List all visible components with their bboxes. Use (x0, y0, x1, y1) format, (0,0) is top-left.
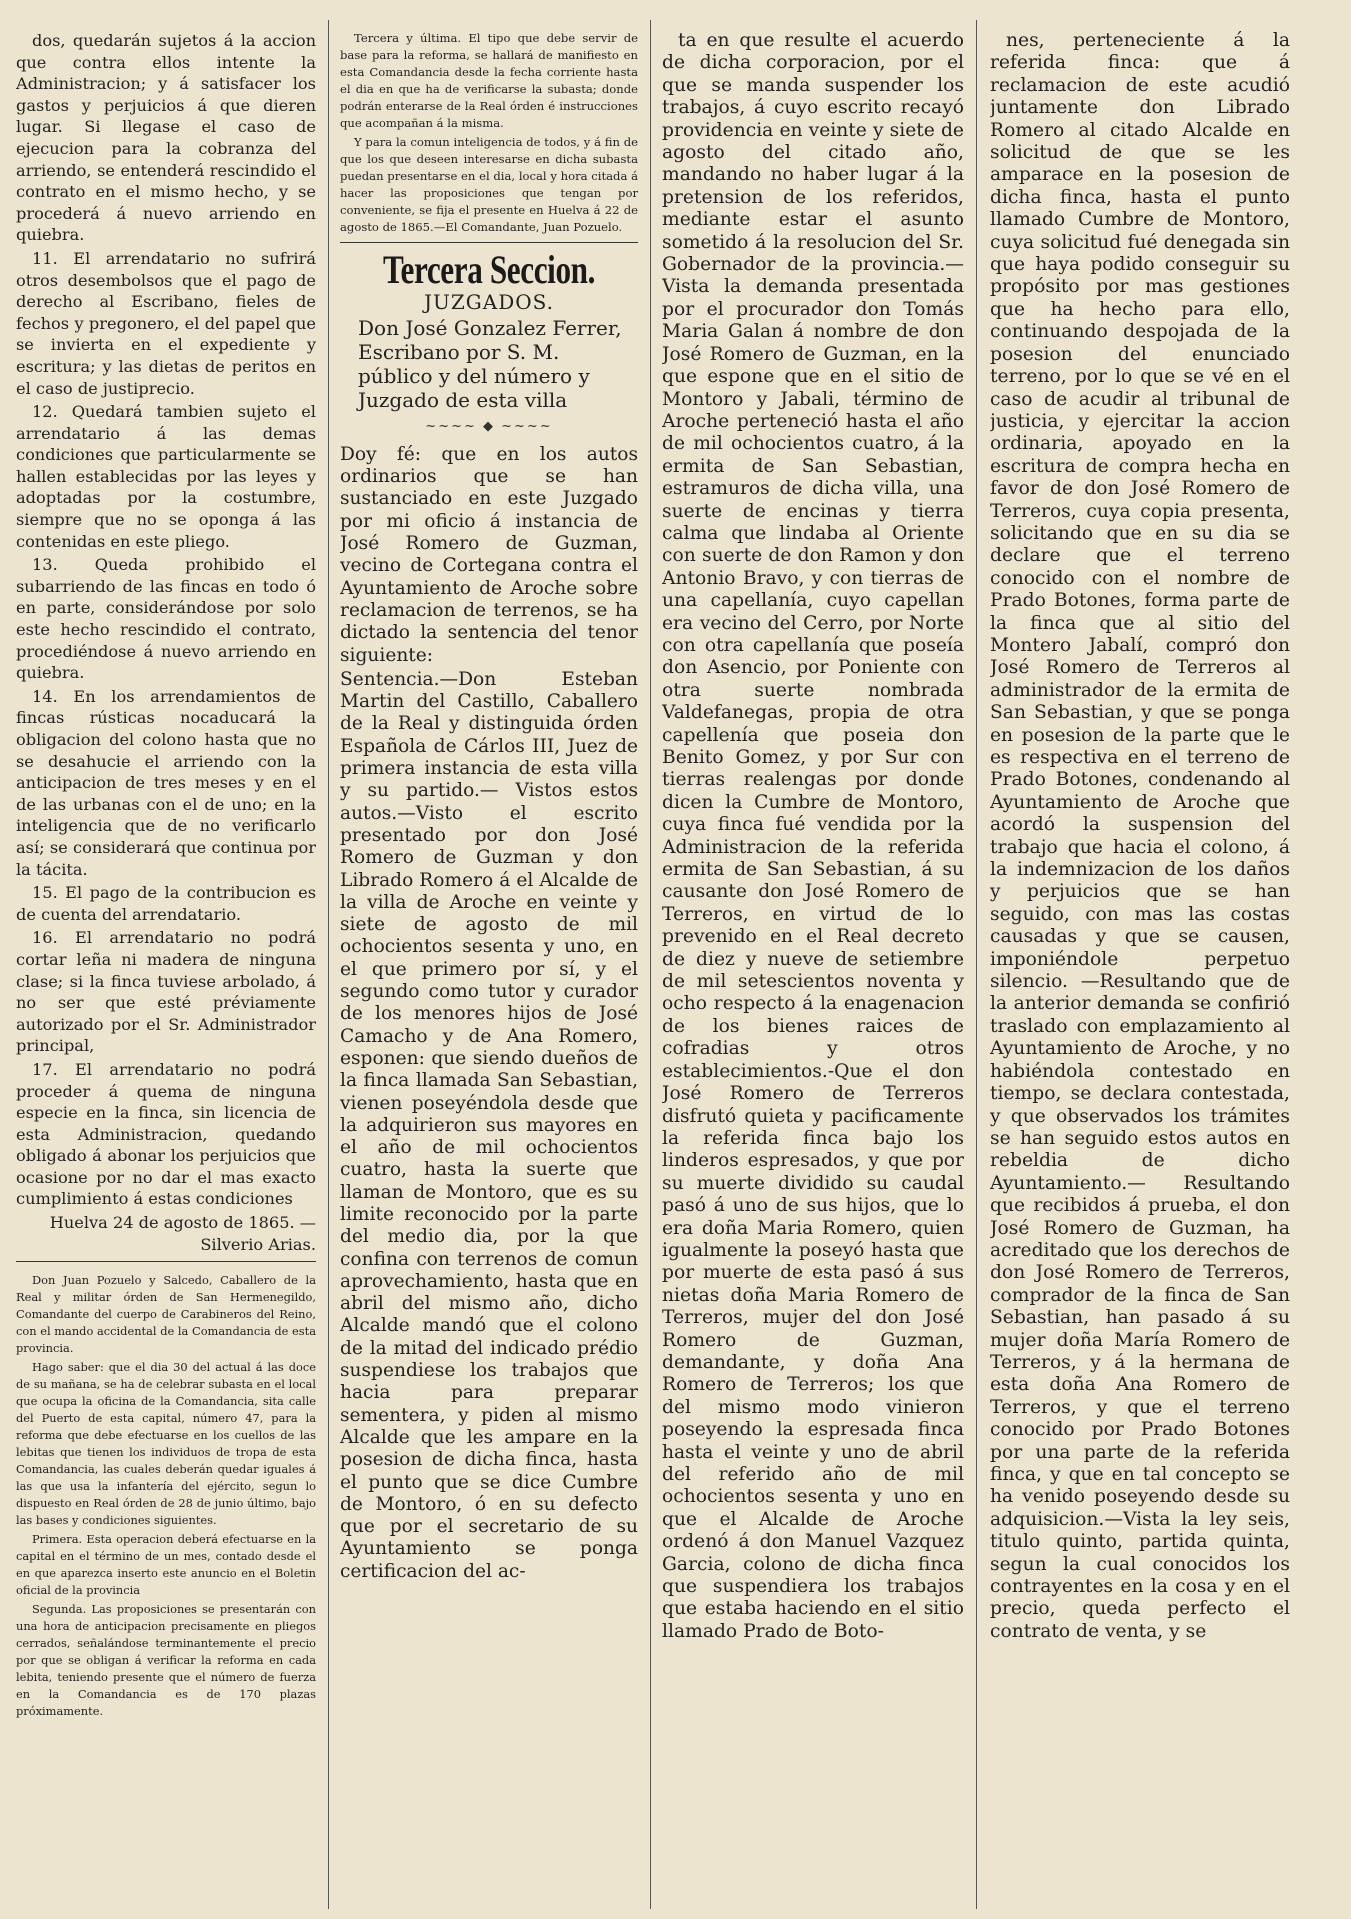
article-paragraph: 12. Quedará tambien sujeto el arrendatario á las demas condiciones que particularmente se hallen establecidas por las leyes y adoptadas por la costumbre, siempre que no se oponga á las contenidas en este pliego. (16, 402, 316, 551)
article-paragraph: 15. El pago de la contribucion es de cuenta del arrendatario. (16, 883, 316, 924)
col3-articles (662, 30, 964, 1643)
notice-paragraph: Don Juan Pozuelo y Salcedo, Caballero de la Real y militar órden de San Hermenegildo, Comandante del cuerpo de Carabineros del Reino, con el mando accidental de la Comandancia de esta provincia. (16, 1273, 316, 1356)
article-paragraph: 16. El arrendatario no podrá cortar leña ni madera de ninguna clase; si la finca tuviese arbolado, á no ser que esté préviamente autorizado por el Sr. Administrador principal, (16, 928, 316, 1056)
notice-paragraph: Tercera y última. El tipo que debe servir de base para la reforma, se hallará de manifiesto en esta Comandancia desde la fecha corriente hasta el dia en que ha de verificarse la subasta; donde podrán enterarse de la Real órden é instrucciones que acompañan á la misma. (340, 31, 638, 130)
col2-divider (340, 242, 638, 243)
column-4 (990, 30, 1290, 1907)
notice-paragraph: Primera. Esta operacion deberá efectuarse en la capital en el término de un mes, contado desde el en que aparezca inserto este anuncio en el Boletin oficial de la provincia (16, 1532, 316, 1598)
col2-articles (340, 444, 638, 1583)
notice-paragraph: Hago saber: que el dia 30 del actual á las doce de su mañana, se ha de celebrar subasta en el local que ocupa la oficina de la Comandancia, sita calle del Puerto de esta capital, número 47, para la reforma que debe efectuarse en los cuellos de las lebitas que tienen los individuos de tropa de esta Comandancia, las cuales deberán quedar iguales á las que usa la infantería del ejército, segun lo dispuesto en Real órden de 28 de junio último, bajo las bases y condiciones siguientes. (16, 1360, 316, 1528)
column-1 (16, 30, 316, 1907)
col1-divider (16, 1261, 316, 1262)
col1-signature: Huelva 24 de agosto de 1865. —Silverio Arias. (49, 1213, 316, 1254)
notice-paragraph: Segunda. Las proposiciones se presentarán con una hora de anticipacion precisamente en pliegos cerrados, señalándose terminantemente el precio por que se obligan á verificar la reforma en cada lebita, teniendo presente que el número de fuerza en la Comandancia es de 170 plazas próximamente. (16, 1602, 316, 1719)
article-paragraph: Sentencia.—Don Esteban Martin del Castillo, Caballero de la Real y distinguida órden Española de Cárlos III, Juez de primera instancia de esta villa y su partido.— Vistos estos autos.—Visto el escrito presentado por don José Romero de Guzman y don Librado Romero á el Alcalde de la villa de Aroche en veinte y siete de agosto de mil ochocientos sesenta y uno, en el que primero por sí, y el segundo como tutor y curador de los menores hijos de José Camacho y de Ana Romero, esponen: que siendo dueños de la finca llamada San Sebastian, vienen poseyéndola desde que la adquirieron sus mayores en el año de mil ochocientos cuatro, hasta la suerte que llaman de Montoro, que es su limite reconocido por la parte del medio dia, por la que confina con terrenos de comun aprovechamiento, hasta que en abril del mismo año, dicho Alcalde mandó que el colono de la mitad del indicado prédio suspendiese los trabajos que hacia para preparar sementera, y piden al mismo Alcalde que les ampare en la posesion de dicha finca, hasta el punto que se dice Cumbre de Montoro, ó en su defecto que por el secretario de su Ayuntamiento se ponga certificacion del ac- (340, 668, 638, 1582)
column-rule-2 (650, 20, 651, 1909)
col4-articles (990, 30, 1290, 1643)
col2-notice-end (340, 30, 638, 236)
section-title: Tercera Seccion. (382, 247, 596, 292)
column-3 (662, 30, 964, 1907)
col1-notice (16, 1272, 316, 1720)
ornament-divider: ~~~~ ◆ ~~~~ (425, 418, 553, 434)
article-paragraph: nes, perteneciente á la referida finca: que á reclamacion de este acudió juntamente don Librado Romero al citado Alcalde en solicitud de que se les amparace en la posesion de dicha finca, hasta el punto llamado Cumbre de Montoro, cuya solicitud fué denegada sin que haya podido conseguir su propósito por mas gestiones que ha hecho para ello, continuando despojada de la posesion del enunciado terreno, por lo que se vé en el caso de acudir al tribunal de justicia, y ejercitar la accion ordinaria, apoyado en la escritura de compra hecha en favor de don José Romero de Terreros, cuya copia presenta, solicitando que en su dia se declare que el terreno conocido con el nombre de Prado Botones, forma parte de la finca que al sitio del Montero Jabalí, compró don José Romero de Terreros al administrador de la ermita de San Sebastian, y que se ponga en posesion de la parte que le es respectiva en el terreno de Prado Botones, condenando al Ayuntamiento de Aroche que acordó la suspension del trabajo que hacia el colono, á la indemnizacion de los daños y perjuicios que se han seguido, con mas las costas causadas y que se causen, imponiéndole perpetuo silencio. —Resultando que de la anterior demanda se confirió traslado con emplazamiento al Ayuntamiento de Aroche, y no habiéndola contestado en tiempo, se declara contestada, y que observados los trámites se han seguido estos autos en rebeldia de dicho Ayuntamiento.— Resultando que recibidos á prueba, el don José Romero de Guzman, ha acreditado que los derechos de don José Romero de Terreros, comprador de la finca de San Sebastian, han pasado á su mujer doña María Romero de Terreros, y á la hermana de esta doña Ana Romero de Terreros, y que el terreno conocido por Prado Botones por una parte de la referida finca, y que en tal concepto se ha venido poseyendo desde su adquisicion.—Vista la ley seis, titulo quinto, partida quinta, segun la cual conocidos los contrayentes en la cosa y en el precio, queda perfecto el contrato de venta, y se (990, 30, 1290, 1642)
article-paragraph: ta en que resulte el acuerdo de dicha corporacion, por el que se manda suspender los trabajos, á cuyo escrito recayó providencia en veinte y siete de agosto del citado año, mandando no haber lugar á la pretension de los referidos, mediante estar el asunto sometido á la resolucion del Sr. Gobernador de la provincia.—Vista la demanda presentada por el procurador don Tomás Maria Galan á nombre de don José Romero de Guzman, en la que espone que en el sitio de Montoro y Jabali, término de Aroche perteneció hasta el año de mil ochocientos cuatro, á la ermita de San Sebastian, estramuros de dicha villa, una suerte de encinas y tierra calma que lindaba al Oriente con suerte de don Ramon y don Antonio Bravo, y con tierras de una capellanía, cuyo capellan era vecino del Cerro, por Norte con otra capellanía que poseía don Asencio, por Poniente con otra suerte nombrada Valdefanegas, propia de otra capellenía que poseia don Benito Gomez, y por Sur con tierras realengas por donde dicen la Cumbre de Montoro, cuya finca fué vendida por la Administracion de la referida ermita de San Sebastian, á su causante don José Romero de Terreros, en virtud de lo prevenido en el Real decreto de diez y nueve de setiembre de mil setescientos noventa y ocho respecto á la enagenacion de los bienes raices de cofradias y otros establecimientos.-Que el don José Romero de Terreros disfrutó quieta y pacificamente la referida finca bajo los linderos espresados, y que por su muerte dividido su caudal pasó á uno de sus hijos, que lo era doña Maria Romero, quien igualmente la poseyó hasta que por muerte de esta pasó á sus nietas doña Maria Romero de Terreros, mujer del don José Romero de Guzman, demandante, y doña Ana Romero de Terreros; los que del mismo modo vinieron poseyendo la espresada finca hasta el veinte y uno de abril del referido año de mil ochocientos sesenta y uno en que el Alcalde de Aroche ordenó á don Manuel Vazquez Garcia, colono de dicha finca que suspendiera los trabajos que estaba haciendo en el sitio llamado Prado de Boto- (662, 30, 964, 1642)
notice-paragraph: Y para la comun inteligencia de todos, y á fin de que los que deseen interesarse en dicha subasta puedan presentarse en el dia, local y hora citada á hacer las proposiciones que tengan por conveniente, se fija el presente en Huelva á 22 de agosto de 1865.—El Comandante, Juan Pozuelo. (340, 135, 638, 234)
section-subhead: JUZGADOS. (424, 290, 554, 315)
article-paragraph: 13. Queda prohibido el subarriendo de las fincas en todo ó en parte, considerándose por solo este hecho rescindido el contrato, procediéndose á nuevo arriendo en quiebra. (16, 555, 316, 683)
lead-paragraph: Don José Gonzalez Ferrer, Escribano por S. M. público y del número y Juzgado de esta villa (358, 315, 622, 412)
column-rule-1 (328, 20, 329, 1909)
column-2 (340, 30, 638, 1907)
article-paragraph: dos, quedarán sujetos á la accion que contra ellos intente la Administracion; y á satisfacer los gastos y perjuicios á que dieren lugar. Si llegase el caso de ejecucion para la cobranza del arriendo, se entenderá rescindido el contrato en el mismo hecho, y se procederá á nuevo arriendo en quiebra. (16, 31, 316, 245)
column-rule-3 (976, 20, 977, 1909)
article-paragraph: 14. En los arrendamientos de fincas rústicas nocaducará la obligacion del colono hasta que no se desahucie el arriendo con la anticipacion de tres meses y en el de las urbanas con el de uno; en la inteligencia que de no verificarlo así; se considerará que continua por la tácita. (16, 686, 316, 879)
article-paragraph: 11. El arrendatario no sufrirá otros desembolsos que el pago de derecho al Escribano, fieles de fechos y pregonero, el del papel que se invierta en el expediente y escritura; y las dietas de peritos en el caso de justiprecio. (16, 248, 316, 398)
article-paragraph: 17. El arrendatario no podrá proceder á quema de ninguna especie en la finca, sin licencia de esta Administracion, quedando obligado á abonar los perjuicios que ocasione por no dar el mas exacto cumplimiento á estas condiciones (16, 1059, 316, 1209)
col1-articles (16, 30, 316, 1210)
article-paragraph: Doy fé: que en los autos ordinarios que se han sustanciado en este Juzgado por mi oficio á instancia de José Romero de Guzman, vecino de Cortegana contra el Ayuntamiento de Aroche sobre reclamacion de terrenos, se ha dictado la sentencia del tenor siguiente: (340, 443, 638, 666)
